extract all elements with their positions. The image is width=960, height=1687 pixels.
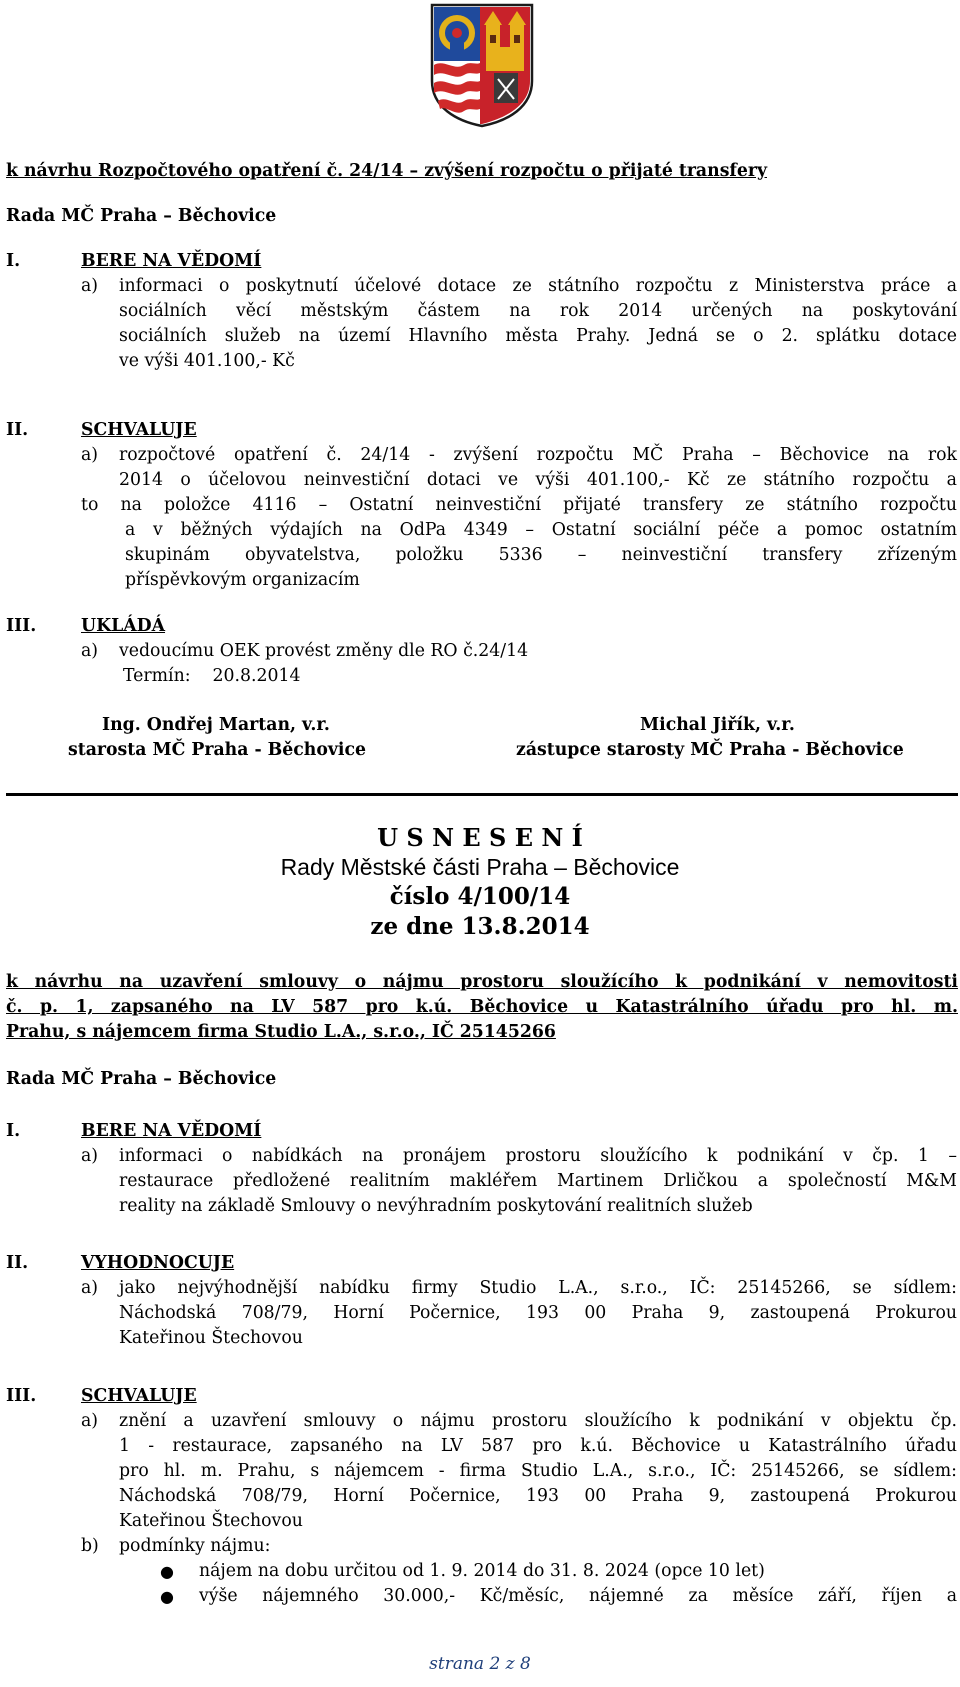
item-line: znění a uzavření smlouvy o nájmu prostoru sloužícího k podnikání v objektu čp. [119,1411,957,1431]
item-line: ve výši 401.100,- Kč [119,351,295,371]
signature-left-role: starosta MČ Praha - Běchovice [68,740,366,760]
subject-line: k návrhu na uzavření smlouvy o nájmu prostoru sloužícího k podnikání v nemovitosti [6,972,958,992]
resolution-number: číslo 4/100/14 [389,883,571,910]
item-line: Náchodská 708/79, Horní Počernice, 193 00 Praha 9, zastoupená Prokurou [119,1486,957,1506]
item-line: sociálních věcí městským částem na rok 2014 určených na poskytování [119,301,957,321]
item-line: to na položce 4116 – Ostatní neinvestiční přijaté transfery ze státního rozpočtu [81,495,957,515]
section-number: II. [6,420,29,440]
list-item [81,1409,957,1534]
item-line: restaurace předložené realitním makléřem Martinem Drličkou a společností M&M [119,1171,957,1191]
item-label: b) [81,1536,99,1556]
resolution-body: Rady Městské části Praha – Běchovice [280,854,680,880]
resolution-heading: U S N E S E N Í [377,823,583,852]
divider [6,793,958,796]
deadline: Termín: 20.8.2014 [123,666,301,686]
item-line: podmínky nájmu: [119,1536,271,1556]
item-line: a v běžných výdajích na OdPa 4349 – Ostatní sociální péče a pomoc ostatním [125,520,957,540]
section-number: III. [6,1386,37,1406]
item-label: a) [81,445,99,465]
page-number: strana 2 z 8 [429,1654,531,1674]
bullet-icon: ● [160,1587,174,1606]
crest-logo [428,3,536,128]
section-number: I. [6,251,21,271]
section-title: SCHVALUJE [81,1386,197,1406]
item-line: skupinám obyvatelstva, položku 5336 – neinvestiční transfery zřízeným [125,545,957,565]
section-number: II. [6,1253,29,1273]
item-line: informaci o nabídkách na pronájem prostoru sloužícího k podnikání v čp. 1 – [119,1146,957,1166]
item-line: Náchodská 708/79, Horní Počernice, 193 00 Praha 9, zastoupená Prokurou [119,1303,957,1323]
first-council: Rada MČ Praha – Běchovice [6,206,277,226]
item-line: 2014 o účelovou neinvestiční dotaci ve výši 401.100,- Kč ze státního rozpočtu a [119,470,957,490]
first-subject: k návrhu Rozpočtového opatření č. 24/14 – zvýšení rozpočtu o přijaté transfery [6,161,767,181]
section-title: BERE NA VĚDOMÍ [81,251,262,271]
item-line: 1 - restaurace, zapsaného na LV 587 pro k.ú. Běchovice u Katastrálního úřadu [119,1436,957,1456]
item-line: informaci o poskytnutí účelové dotace ze státního rozpočtu z Ministerstva práce a [119,276,957,296]
item-line: sociálních služeb na území Hlavního města Prahy. Jedná se o 2. splátku dotace [119,326,957,346]
list-item [81,639,957,664]
subject-line: Prahu, s nájemcem firma Studio L.A., s.r.o., IČ 25145266 [6,1022,556,1042]
list-item [81,1276,957,1351]
bullet-icon: ● [160,1562,174,1581]
item-label: a) [81,276,99,296]
signature-right-role: zástupce starosty MČ Praha - Běchovice [516,740,904,760]
item-line: vedoucímu OEK provést změny dle RO č.24/14 [119,641,529,661]
item-line: příspěvkovým organizacím [125,570,360,590]
section-number: III. [6,616,37,636]
item-label: a) [81,1411,99,1431]
bullet-text: nájem na dobu určitou od 1. 9. 2014 do 31. 8. 2024 (opce 10 let) [199,1561,765,1581]
second-council: Rada MČ Praha – Běchovice [6,1069,277,1089]
signature-left-name: Ing. Ondřej Martan, v.r. [102,715,330,735]
bullet-text: výše nájemného 30.000,- Kč/měsíc, nájemné za měsíce září, říjen a [199,1586,957,1606]
list-item [81,443,957,593]
item-label: a) [81,641,99,661]
item-line: Kateřinou Štechovou [119,1511,303,1531]
list-item [81,274,957,374]
resolution-date: ze dne 13.8.2014 [370,913,590,940]
second-subject [6,970,958,1045]
item-line: Kateřinou Štechovou [119,1328,303,1348]
section-title: VYHODNOCUJE [81,1253,235,1273]
section-title: UKLÁDÁ [81,616,166,636]
subject-line: č. p. 1, zapsaného na LV 587 pro k.ú. Běchovice u Katastrálního úřadu pro hl. m. [6,997,958,1017]
item-label: a) [81,1146,99,1166]
item-line: pro hl. m. Prahu, s nájemcem - firma Studio L.A., s.r.o., IČ: 25145266, se sídlem: [119,1461,957,1481]
item-label: a) [81,1278,99,1298]
item-line: jako nejvýhodnější nabídku firmy Studio L.A., s.r.o., IČ: 25145266, se sídlem: [119,1278,957,1298]
section-title: SCHVALUJE [81,420,197,440]
section-number: I. [6,1121,21,1141]
list-item [81,1144,957,1219]
item-line: rozpočtové opatření č. 24/14 - zvýšení rozpočtu MČ Praha – Běchovice na rok [119,445,957,465]
list-item [81,1534,957,1559]
section-title: BERE NA VĚDOMÍ [81,1121,262,1141]
signature-right-name: Michal Jiřík, v.r. [640,715,795,735]
city-district-crest-icon [428,3,536,128]
item-line: reality na základě Smlouvy o nevýhradním poskytování realitních služeb [119,1196,753,1216]
